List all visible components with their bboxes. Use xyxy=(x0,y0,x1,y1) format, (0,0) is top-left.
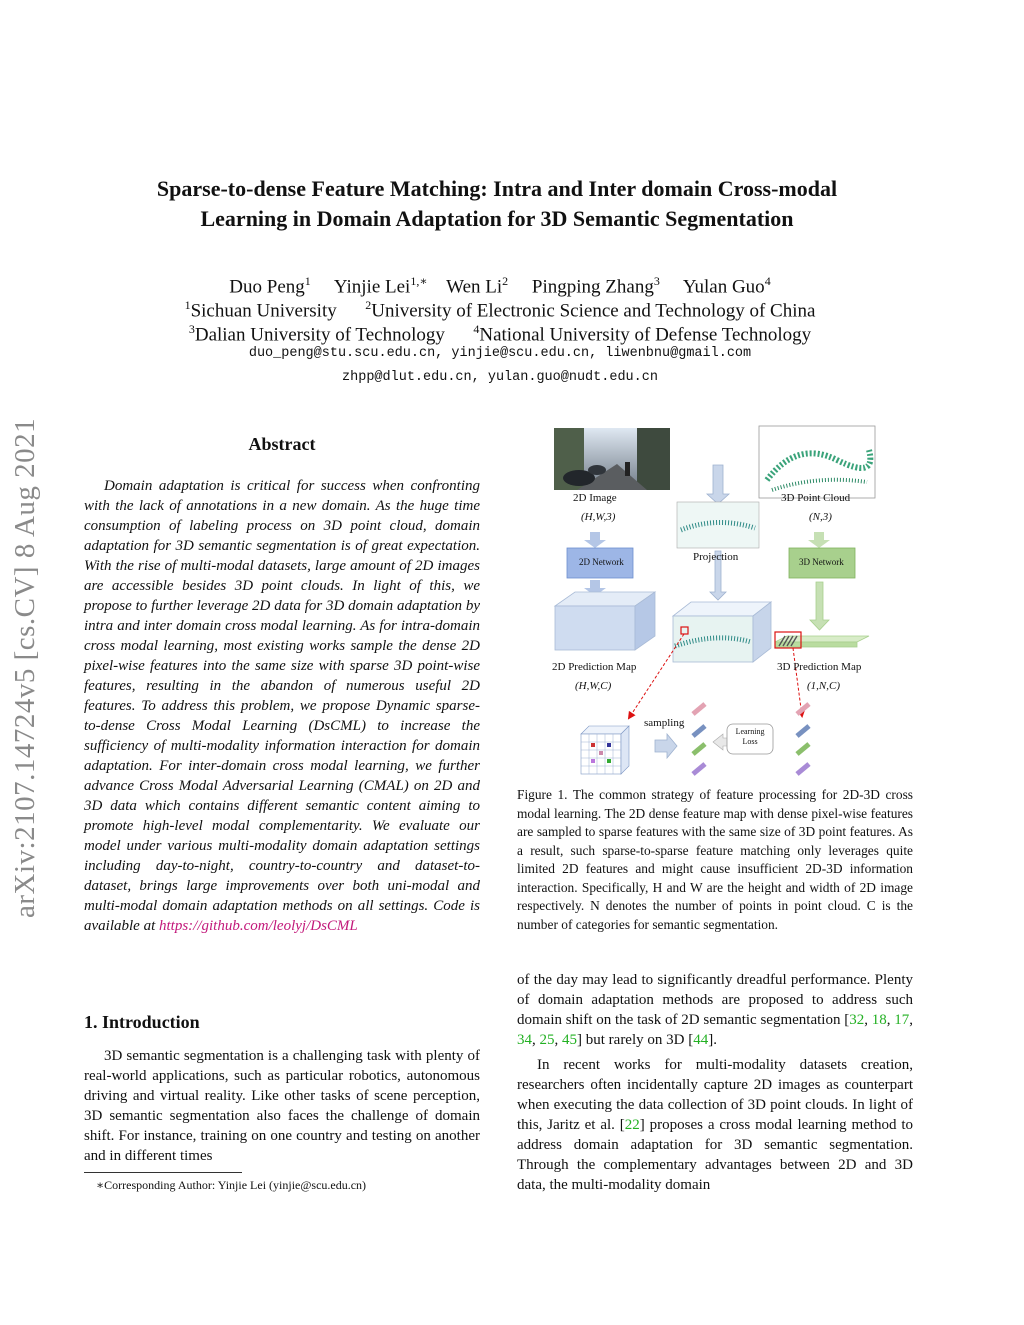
street-photo xyxy=(554,428,670,490)
figure-caption: Figure 1. The common strategy of feature processing for 2D-3D cross modal learning. The 2D dense feature map with dense pixel-wise features are sampled to sparse features with the same size of 3D point features. As a result, such sparse-to-sparse feature matching only leverages quite limited 2D features and might cause insufficient 2D-3D information interaction. Specifically, H and W are the height and width of 2D image respectively. N denotes the number of points in point cloud. C is the number of categories for semantic segmentation. xyxy=(517,787,913,932)
label-3d-pred: 3D Prediction Map xyxy=(777,661,862,673)
point-cloud-image xyxy=(759,426,875,498)
label-3d-cloud: 3D Point Cloud xyxy=(781,492,851,504)
citation-link[interactable]: 17 xyxy=(894,1012,910,1028)
title-line-2: Learning in Domain Adaptation for 3D Semantic Segmentation xyxy=(200,206,794,231)
label-learning-loss: Learning Loss xyxy=(735,727,765,746)
intro-heading: 1. Introduction xyxy=(84,1012,200,1032)
author: Pingping Zhang xyxy=(531,276,654,298)
sampled-grid xyxy=(581,726,629,774)
affiliation-line-1: $^1$Sichuan University $^2$University of Electronic Science and Technology of China xyxy=(184,298,816,322)
code-link[interactable]: https://github.com/leolyj/DsCML xyxy=(159,918,358,934)
abstract-body: Domain adaptation is critical for success when confronting with the lack of annotations in a new domain. As the huge time consumption of labeling process on 3D point cloud, domain adaptation for 3D semantic segmentation is of great expectation. With the rise of multi-modal datasets, large amount of 2D images are accessible besides 3D point clouds. In light of this, we propose to further leverage 2D data for 3D domain adaptation by intra and inter domain cross modal learning. As for intra-domain cross modal learning, most existing works sample the dense 2D pixel-wise features into the same size with sparse 3D point-wise features, resulting in the abandon of numerous useful 2D features. To address this problem, we propose Dynamic sparse-to-dense Cross Modal Learning (DsCML) to increase the sufficiency of multi-modality information interaction for domain adaptation. For inter-domain cross modal learning, we further advance Cross Modal Adversarial Learning (CMAL) on 2D and 3D data which contains different semantic content aiming to promote high-level modal complementarity. We evaluate our model under various multi-modality domain adaptation settings including day-to-night, country-to-country and dataset-to-dataset, brings large improvements over both uni-modal and multi-modal domain adaptation methods on all settings. Code is available at https://github.com/leolyj/DsCML xyxy=(84,478,480,934)
label-projection: Projection xyxy=(693,551,739,563)
author: Wen Li xyxy=(446,276,503,298)
label-sampling: sampling xyxy=(644,717,685,729)
citation-link[interactable]: 22 xyxy=(624,1117,640,1133)
intro-paragraph: 3D semantic segmentation is a challenging task with plenty of real-world applications, such as particular robotics, autonomous driving and virtual reality. Like other tasks of scene perception, 3D semantic segmentation also faces the challenge of domain shift. For instance, training on one country and testing on another and in different times xyxy=(84,1048,480,1164)
label-2d-image: 2D Image xyxy=(573,492,617,504)
affiliation-line-2: $^3$Dalian University of Technology $^4$National University of Defense Technology xyxy=(188,322,812,346)
label-3d-cloud-dims: (N,3) xyxy=(809,511,832,523)
affiliation: Sichuan University xyxy=(190,300,337,322)
label-2d-pred-dims: (H,W,C) xyxy=(575,680,612,692)
title-line-1: Sparse-to-dense Feature Matching: Intra and Inter domain Cross-modal xyxy=(156,176,838,201)
right-paragraph-2: In recent works for multi-modality datasets creation, researchers often incidentally capture 2D images as counterpart when executing the data collection of 3D point clouds. In light of this, Jaritz et al. [22] proposes a cross modal learning method to address domain adaptation for 3D semantic segmentation. Through the complementary advantages between 2D and 3D data, the multi-modality domain xyxy=(517,1057,913,1193)
label-2d-image-dims: (H,W,3) xyxy=(581,511,616,523)
affiliation: Dalian University of Technology xyxy=(194,324,445,346)
author: Yulan Guo xyxy=(682,276,765,298)
3d-feature-sticks xyxy=(797,704,809,774)
label-3d-network: 3D Network xyxy=(799,557,844,567)
footnote-rule xyxy=(84,1172,242,1173)
author: Duo Peng xyxy=(229,276,305,298)
email-line-1: duo_peng@stu.scu.edu.cn, yinjie@scu.edu.cn, liwenbnu@gmail.com xyxy=(248,346,752,361)
email-line-2: zhpp@dlut.edu.cn, yulan.guo@nudt.edu.cn xyxy=(342,370,658,385)
label-2d-network: 2D Network xyxy=(579,557,624,567)
2d-prediction-box xyxy=(555,606,635,650)
label-2d-pred: 2D Prediction Map xyxy=(552,661,637,673)
citation-link[interactable]: 32 xyxy=(849,1012,865,1028)
citation-link[interactable]: 18 xyxy=(871,1012,887,1028)
figure-diagram xyxy=(517,420,915,782)
2d-feature-sticks xyxy=(693,704,705,774)
abstract-heading: Abstract xyxy=(248,434,316,454)
author-list: Duo Peng$^1$ Yinjie Lei$^{1,∗}$ Wen Li$^2$ Pingping Zhang$^3$ Yulan Guo$^4$ xyxy=(229,274,771,298)
footnote: ∗Corresponding Author: Yinjie Lei (yinjie@scu.edu.cn) xyxy=(96,1178,367,1192)
affiliation: National University of Defense Technology xyxy=(479,324,812,346)
citation-link[interactable]: 34 xyxy=(517,1032,532,1048)
arxiv-side-stamp: arXiv:2107.14724v5 [cs.CV] 8 Aug 2021 xyxy=(9,417,41,918)
author: Yinjie Lei xyxy=(333,276,411,298)
citation-link[interactable]: 44 xyxy=(693,1032,709,1048)
figure-1 xyxy=(517,420,915,782)
citation-link[interactable]: 25 xyxy=(539,1032,555,1048)
affiliation: University of Electronic Science and Technology of China xyxy=(371,300,816,322)
right-paragraph-1: of the day may lead to significantly dreadful performance. Plenty of domain adaptation methods are proposed to address such domain shift on the task of 2D semantic segmentation [32, 18, 17, 34, 25, 45] but rarely on 3D [44]. xyxy=(517,972,914,1048)
label-3d-pred-dims: (1,N,C) xyxy=(807,680,840,692)
citation-link[interactable]: 45 xyxy=(562,1032,577,1048)
paper-title xyxy=(80,174,914,234)
